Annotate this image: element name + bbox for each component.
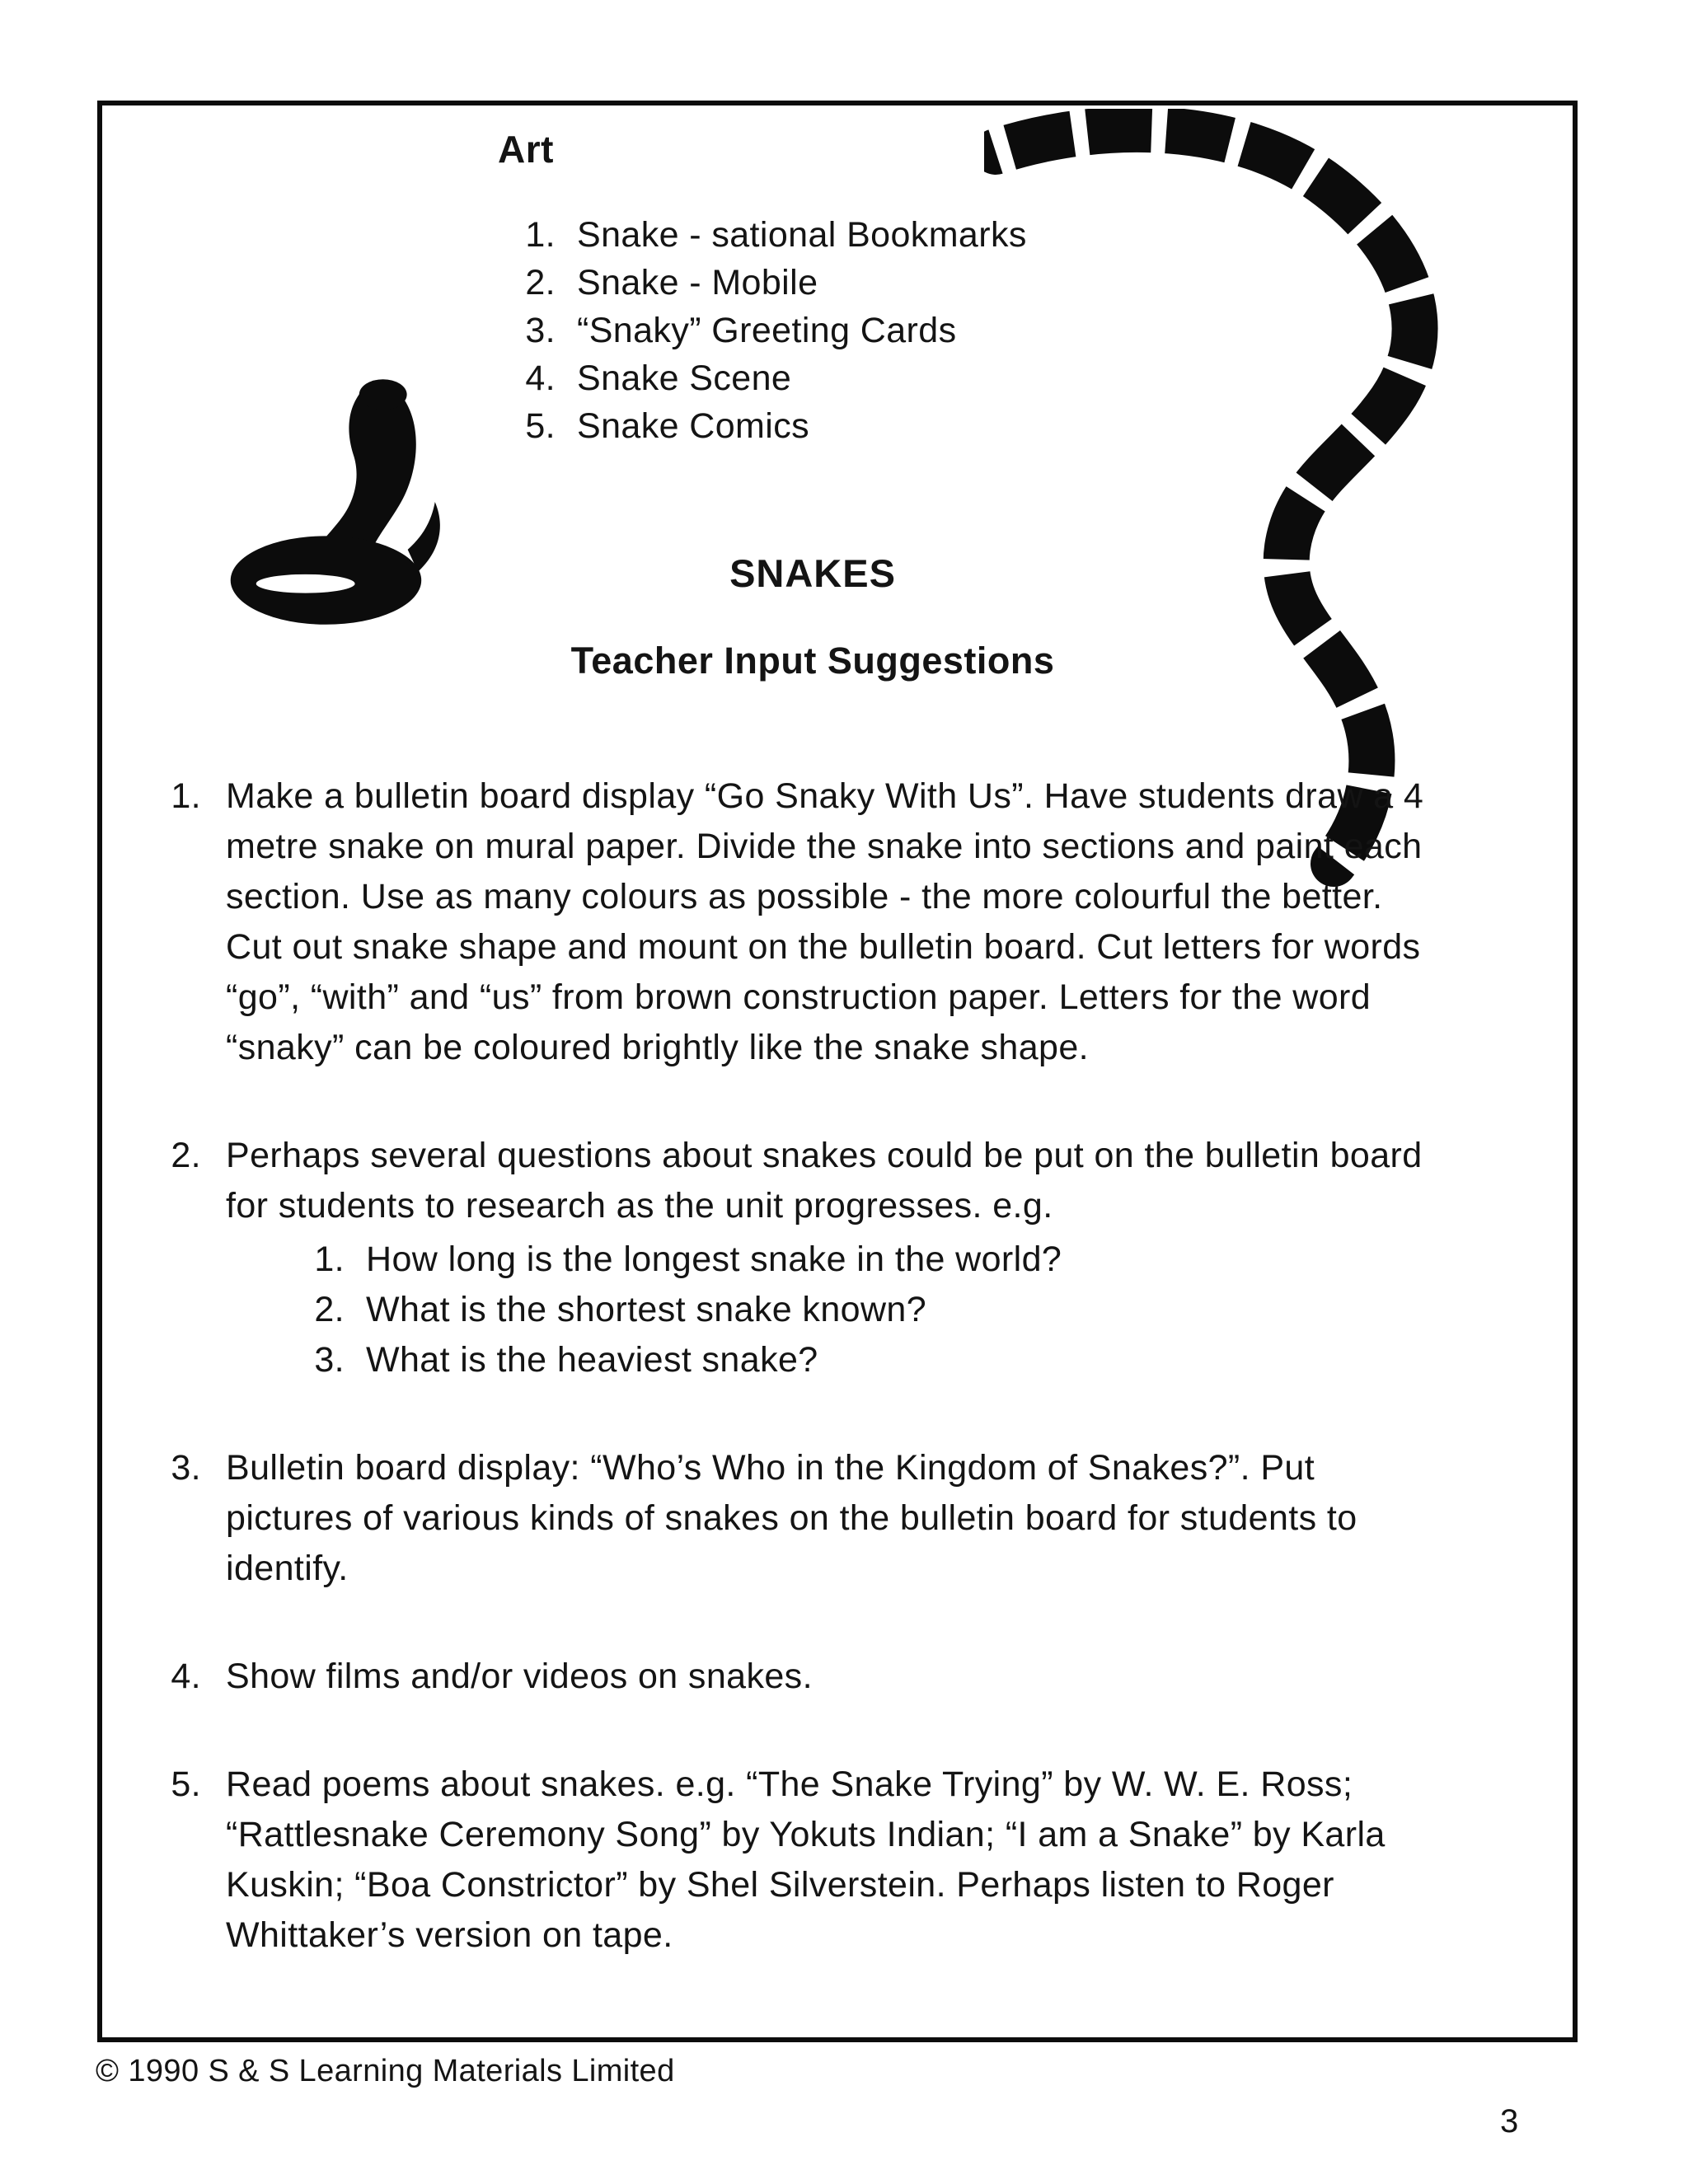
list-item [519,402,1027,450]
suggestion-number: 1. [171,776,201,816]
suggestion-item [157,1443,1492,1594]
sub-item-number: 3. [314,1340,345,1380]
suggestion-text: Read poems about snakes. e.g. “The Snake Trying” by W. W. E. Ross; “Rattlesnake Ceremony Song” by Yokuts Indian; “I am a Snake” by Karla Kuskin; “Boa Constrictor” by Shel Silverstein. Perhaps listen to Roger Whittaker’s version on tape. [226,1765,1386,1955]
suggestion-item [157,1760,1492,1961]
list-item-text: Snake - Mobile [577,263,818,302]
list-item-text: Snake - sational Bookmarks [577,215,1027,255]
sub-list-item [307,1285,1446,1335]
suggestion-number: 4. [171,1657,201,1696]
sub-list-item [307,1335,1446,1385]
list-item-text: Snake Comics [577,406,810,446]
page-number: 3 [1500,2103,1519,2139]
suggestion-text: Make a bulletin board display “Go Snaky With Us”. Have students draw a 4 metre snake on mural paper. Divide the snake into sections and paint each section. Use as many colours as possible - the more colourful the better. Cut out snake shape and mount on the bulletin board. Cut letters for words “go”, “with” and “us” from brown construction paper. Letters for the word “snaky” can be coloured brightly like the snake shape. [226,776,1424,1067]
list-item-number: 4. [525,359,556,398]
list-item-number: 2. [525,263,556,302]
suggestion-number: 2. [171,1136,201,1175]
list-item [519,307,1027,354]
suggestion-item [157,1131,1492,1385]
document-page [97,101,1578,2042]
page-title: SNAKES [729,551,896,595]
art-activity-list [519,211,1027,450]
research-questions-list [307,1235,1446,1385]
sub-item-text: What is the shortest snake known? [366,1290,927,1329]
page-subtitle: Teacher Input Suggestions [570,640,1055,682]
list-item [519,354,1027,402]
sub-item-text: How long is the longest snake in the world? [366,1240,1062,1279]
list-item-number: 1. [525,215,556,255]
list-item-text: Snake Scene [577,359,792,398]
list-item [519,211,1027,259]
list-item-number: 3. [525,311,556,350]
sub-item-number: 1. [314,1240,345,1279]
sub-list-item [307,1235,1446,1285]
copyright-notice: © 1990 S & S Learning Materials Limited [96,2054,675,2088]
list-item-number: 5. [525,406,556,446]
suggestion-item [157,1652,1492,1702]
sub-item-text: What is the heaviest snake? [366,1340,818,1380]
suggestion-item [157,771,1492,1073]
list-item-text: “Snaky” Greeting Cards [577,311,957,350]
suggestion-text: Perhaps several questions about snakes could be put on the bulletin board for students to research as the unit progresses. e.g. [226,1136,1423,1226]
teacher-suggestions-list [157,771,1492,2018]
suggestion-text: Show films and/or videos on snakes. [226,1657,813,1696]
sub-item-number: 2. [314,1290,345,1329]
suggestion-text: Bulletin board display: “Who’s Who in the Kingdom of Snakes?”. Put pictures of various kinds of snakes on the bulletin board for students to identify. [226,1448,1357,1588]
art-section-heading: Art [498,128,554,171]
suggestion-number: 3. [171,1448,201,1488]
list-item [519,259,1027,307]
suggestion-number: 5. [171,1765,201,1804]
